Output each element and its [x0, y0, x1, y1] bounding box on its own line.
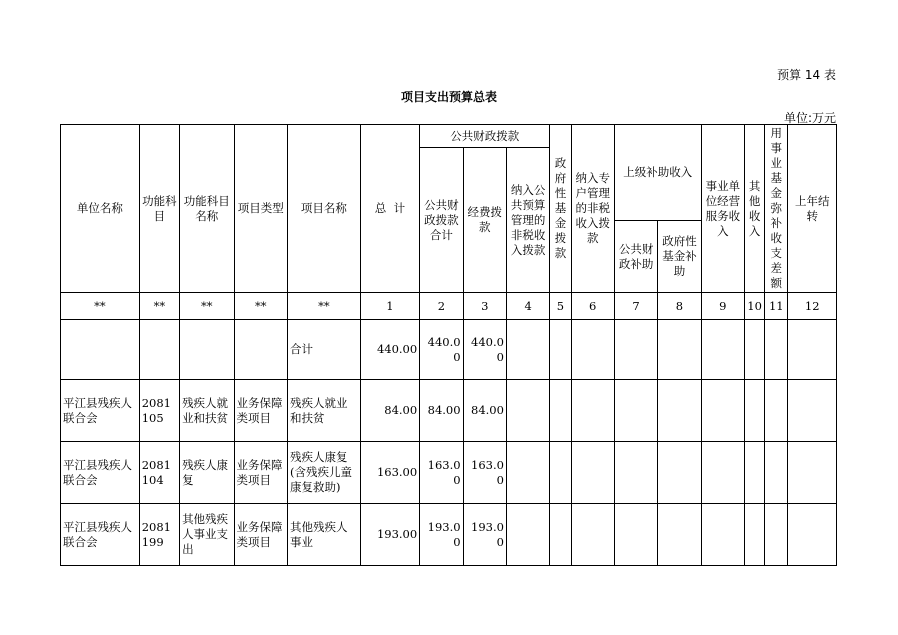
cell-empty [745, 504, 765, 566]
cell-func-name: 残疾人康复 [180, 442, 234, 504]
cell-empty [139, 320, 179, 380]
cell-empty [571, 380, 614, 442]
table-number: 预算 14 表 [777, 68, 836, 82]
cell-empty [506, 442, 549, 504]
header-business-fund: 用事业基金弥补收支差额 [765, 125, 788, 293]
cell-empty [550, 380, 571, 442]
cell-empty [701, 320, 744, 380]
column-code: ** [288, 293, 361, 320]
table-row [61, 380, 837, 442]
total-label: 合计 [288, 320, 361, 380]
header-pf-funds: 经费拨款 [463, 148, 506, 293]
cell-empty [701, 504, 744, 566]
cell-project-type: 业务保障类项目 [234, 504, 287, 566]
column-code: 3 [463, 293, 506, 320]
header-pf-nontax: 纳入公共预算管理的非税收入拨款 [506, 148, 549, 293]
column-code: 6 [571, 293, 614, 320]
cell-empty [180, 320, 234, 380]
column-code: 9 [701, 293, 744, 320]
header-upper-subsidy: 上级补助收入 [614, 125, 701, 221]
cell-empty [788, 504, 837, 566]
header-us-public: 公共财政补助 [614, 221, 657, 293]
cell-empty [658, 380, 701, 442]
cell-empty [658, 504, 701, 566]
cell-empty [550, 504, 571, 566]
column-code: ** [234, 293, 287, 320]
cell-project-type: 业务保障类项目 [234, 380, 287, 442]
column-code: 10 [745, 293, 765, 320]
header-func-code: 功能科目 [139, 125, 179, 293]
cell-project-name: 其他残疾人事业 [288, 504, 361, 566]
column-code: 12 [788, 293, 837, 320]
cell-project-name: 残疾人就业和扶贫 [288, 380, 361, 442]
cell-empty [658, 320, 701, 380]
table-row [61, 442, 837, 504]
header-public-fiscal: 公共财政拨款 [420, 125, 550, 148]
project-expenditure-table [60, 124, 837, 566]
cell-unit: 平江县残疾人联合会 [61, 504, 140, 566]
header-us-gov-fund: 政府性基金补助 [658, 221, 701, 293]
cell-empty [614, 320, 657, 380]
cell-unit: 平江县残疾人联合会 [61, 442, 140, 504]
cell-func-code: 2081105 [139, 380, 179, 442]
cell-total: 163.00 [360, 442, 420, 504]
cell-empty [658, 442, 701, 504]
total-amount: 440.00 [360, 320, 420, 380]
table-row [61, 504, 837, 566]
header-pf-total: 公共财政拨款合计 [420, 148, 463, 293]
cell-empty [765, 320, 788, 380]
cell-pf-total: 193.00 [420, 504, 463, 566]
cell-empty [788, 380, 837, 442]
column-code: 8 [658, 293, 701, 320]
column-code-row [61, 293, 837, 320]
column-code: 1 [360, 293, 420, 320]
header-other-income: 其他收入 [745, 125, 765, 293]
cell-empty [701, 442, 744, 504]
cell-unit: 平江县残疾人联合会 [61, 380, 140, 442]
header-total: 总 计 [360, 125, 420, 293]
cell-empty [506, 380, 549, 442]
column-code: 11 [765, 293, 788, 320]
header-gov-fund: 政府性基金拨款 [550, 125, 571, 293]
cell-empty [788, 320, 837, 380]
header-project-type: 项目类型 [234, 125, 287, 293]
cell-empty [506, 504, 549, 566]
header-prev-balance: 上年结转 [788, 125, 837, 293]
header-func-name: 功能科目名称 [180, 125, 234, 293]
column-code: ** [139, 293, 179, 320]
cell-pf-total: 163.00 [420, 442, 463, 504]
column-code: ** [61, 293, 140, 320]
cell-empty [765, 504, 788, 566]
cell-pf-funds: 84.00 [463, 380, 506, 442]
cell-func-code: 2081199 [139, 504, 179, 566]
total-pf-funds: 440.00 [463, 320, 506, 380]
header-special-nontax: 纳入专户管理的非税收入拨款 [571, 125, 614, 293]
cell-func-name: 残疾人就业和扶贫 [180, 380, 234, 442]
cell-empty [745, 320, 765, 380]
cell-pf-total: 84.00 [420, 380, 463, 442]
cell-func-name: 其他残疾人事业支出 [180, 504, 234, 566]
unit-label: 单位:万元 [783, 111, 836, 125]
cell-empty [571, 504, 614, 566]
cell-pf-funds: 193.00 [463, 504, 506, 566]
header-business-income: 事业单位经营服务收入 [701, 125, 744, 293]
total-pf-total: 440.00 [420, 320, 463, 380]
cell-empty [614, 442, 657, 504]
header-project-name: 项目名称 [288, 125, 361, 293]
cell-total: 193.00 [360, 504, 420, 566]
cell-total: 84.00 [360, 380, 420, 442]
cell-empty [571, 442, 614, 504]
cell-empty [61, 320, 140, 380]
column-code: 2 [420, 293, 463, 320]
cell-empty [745, 380, 765, 442]
cell-pf-funds: 163.00 [463, 442, 506, 504]
cell-empty [765, 442, 788, 504]
cell-empty [550, 320, 571, 380]
cell-empty [614, 380, 657, 442]
cell-empty [506, 320, 549, 380]
cell-project-name: 残疾人康复(含残疾儿童康复救助) [288, 442, 361, 504]
cell-empty [550, 442, 571, 504]
column-code: 5 [550, 293, 571, 320]
cell-empty [234, 320, 287, 380]
cell-func-code: 2081104 [139, 442, 179, 504]
cell-empty [571, 320, 614, 380]
cell-empty [614, 504, 657, 566]
column-code: 7 [614, 293, 657, 320]
column-code: 4 [506, 293, 549, 320]
total-row [61, 320, 837, 380]
cell-empty [788, 442, 837, 504]
cell-empty [745, 442, 765, 504]
cell-project-type: 业务保障类项目 [234, 442, 287, 504]
cell-empty [765, 380, 788, 442]
column-code: ** [180, 293, 234, 320]
header-unit-name: 单位名称 [61, 125, 140, 293]
cell-empty [701, 380, 744, 442]
document-title: 项目支出预算总表 [400, 90, 497, 104]
